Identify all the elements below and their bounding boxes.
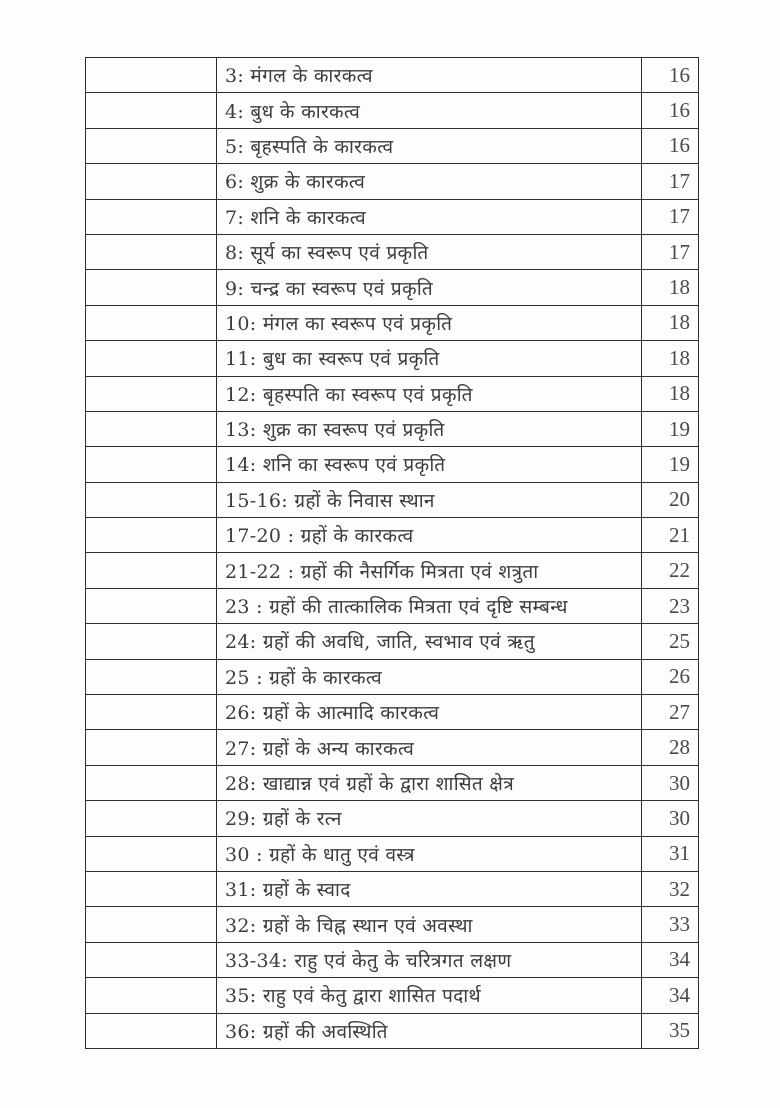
toc-row — [86, 588, 699, 623]
blank-cell — [86, 128, 217, 163]
toc-row — [86, 978, 699, 1013]
blank-cell — [86, 553, 217, 588]
entry-title: 13: शुक्र का स्वरूप एवं प्रकृति — [217, 411, 642, 446]
entry-page-number: 31 — [642, 836, 699, 871]
toc-row — [86, 730, 699, 765]
entry-page-number: 18 — [642, 376, 699, 411]
entry-page-number: 18 — [642, 341, 699, 376]
entry-title: 33-34: राहु एवं केतु के चरित्रगत लक्षण — [217, 942, 642, 977]
entry-page-number: 33 — [642, 907, 699, 942]
toc-row — [86, 518, 699, 553]
blank-cell — [86, 164, 217, 199]
entry-page-number: 16 — [642, 93, 699, 128]
entry-page-number: 17 — [642, 164, 699, 199]
blank-cell — [86, 411, 217, 446]
toc-row — [86, 411, 699, 446]
entry-page-number: 18 — [642, 305, 699, 340]
toc-row — [86, 376, 699, 411]
entry-page-number: 22 — [642, 553, 699, 588]
entry-page-number: 25 — [642, 624, 699, 659]
entry-title: 28: खाद्यान्न एवं ग्रहों के द्वारा शासित क्षेत्र — [217, 765, 642, 800]
entry-page-number: 27 — [642, 695, 699, 730]
entry-title: 31: ग्रहों के स्वाद — [217, 871, 642, 906]
blank-cell — [86, 234, 217, 269]
blank-cell — [86, 836, 217, 871]
entry-title: 11: बुध का स्वरूप एवं प्रकृति — [217, 341, 642, 376]
entry-title: 7: शनि के कारकत्व — [217, 199, 642, 234]
entry-title: 32: ग्रहों के चिह्न स्थान एवं अवस्था — [217, 907, 642, 942]
toc-row — [86, 58, 699, 93]
blank-cell — [86, 58, 217, 93]
entry-title: 23 : ग्रहों की तात्कालिक मित्रता एवं दृष्टि सम्बन्ध — [217, 588, 642, 623]
entry-title: 27: ग्रहों के अन्य कारकत्व — [217, 730, 642, 765]
entry-page-number: 16 — [642, 58, 699, 93]
entry-title: 21-22 : ग्रहों की नैसर्गिक मित्रता एवं शत्रुता — [217, 553, 642, 588]
entry-page-number: 17 — [642, 234, 699, 269]
entry-title: 36: ग्रहों की अवस्थिति — [217, 1013, 642, 1048]
entry-title: 9: चन्द्र का स्वरूप एवं प्रकृति — [217, 270, 642, 305]
entry-page-number: 32 — [642, 871, 699, 906]
blank-cell — [86, 199, 217, 234]
entry-title: 10: मंगल का स्वरूप एवं प्रकृति — [217, 305, 642, 340]
entry-title: 4: बुध के कारकत्व — [217, 93, 642, 128]
toc-row — [86, 447, 699, 482]
toc-row — [86, 482, 699, 517]
blank-cell — [86, 978, 217, 1013]
toc-row — [86, 305, 699, 340]
blank-cell — [86, 270, 217, 305]
entry-title: 6: शुक्र के कारकत्व — [217, 164, 642, 199]
toc-row — [86, 695, 699, 730]
entry-page-number: 30 — [642, 801, 699, 836]
toc-row — [86, 341, 699, 376]
entry-page-number: 35 — [642, 1013, 699, 1048]
blank-cell — [86, 765, 217, 800]
toc-row — [86, 871, 699, 906]
toc-row — [86, 801, 699, 836]
entry-page-number: 18 — [642, 270, 699, 305]
entry-title: 3: मंगल के कारकत्व — [217, 58, 642, 93]
blank-cell — [86, 518, 217, 553]
toc-body — [86, 58, 699, 1049]
toc-row — [86, 270, 699, 305]
entry-page-number: 19 — [642, 411, 699, 446]
blank-cell — [86, 588, 217, 623]
entry-page-number: 19 — [642, 447, 699, 482]
toc-row — [86, 553, 699, 588]
entry-page-number: 30 — [642, 765, 699, 800]
entry-page-number: 26 — [642, 659, 699, 694]
blank-cell — [86, 624, 217, 659]
toc-row — [86, 907, 699, 942]
entry-title: 30 : ग्रहों के धातु एवं वस्त्र — [217, 836, 642, 871]
entry-title: 5: बृहस्पति के कारकत्व — [217, 128, 642, 163]
blank-cell — [86, 730, 217, 765]
entry-title: 15-16: ग्रहों के निवास स्थान — [217, 482, 642, 517]
entry-page-number: 34 — [642, 942, 699, 977]
blank-cell — [86, 942, 217, 977]
blank-cell — [86, 93, 217, 128]
entry-page-number: 34 — [642, 978, 699, 1013]
toc-row — [86, 942, 699, 977]
toc-row — [86, 164, 699, 199]
entry-title: 26: ग्रहों के आत्मादि कारकत्व — [217, 695, 642, 730]
toc-row — [86, 624, 699, 659]
entry-title: 24: ग्रहों की अवधि, जाति, स्वभाव एवं ऋतु — [217, 624, 642, 659]
entry-title: 8: सूर्य का स्वरूप एवं प्रकृति — [217, 234, 642, 269]
toc-row — [86, 765, 699, 800]
entry-title: 14: शनि का स्वरूप एवं प्रकृति — [217, 447, 642, 482]
toc-row — [86, 1013, 699, 1048]
entry-title: 17-20 : ग्रहों के कारकत्व — [217, 518, 642, 553]
blank-cell — [86, 376, 217, 411]
toc-row — [86, 659, 699, 694]
entry-title: 35: राहु एवं केतु द्वारा शासित पदार्थ — [217, 978, 642, 1013]
entry-page-number: 23 — [642, 588, 699, 623]
blank-cell — [86, 907, 217, 942]
blank-cell — [86, 447, 217, 482]
toc-row — [86, 836, 699, 871]
toc-row — [86, 93, 699, 128]
entry-page-number: 21 — [642, 518, 699, 553]
entry-title: 12: बृहस्पति का स्वरूप एवं प्रकृति — [217, 376, 642, 411]
entry-title: 25 : ग्रहों के कारकत्व — [217, 659, 642, 694]
entry-page-number: 16 — [642, 128, 699, 163]
blank-cell — [86, 695, 217, 730]
entry-title: 29: ग्रहों के रत्न — [217, 801, 642, 836]
blank-cell — [86, 659, 217, 694]
blank-cell — [86, 305, 217, 340]
entry-page-number: 17 — [642, 199, 699, 234]
toc-row — [86, 234, 699, 269]
blank-cell — [86, 341, 217, 376]
blank-cell — [86, 482, 217, 517]
blank-cell — [86, 801, 217, 836]
blank-cell — [86, 871, 217, 906]
entry-page-number: 20 — [642, 482, 699, 517]
toc-row — [86, 128, 699, 163]
entry-page-number: 28 — [642, 730, 699, 765]
toc-table — [85, 57, 699, 1049]
blank-cell — [86, 1013, 217, 1048]
toc-row — [86, 199, 699, 234]
